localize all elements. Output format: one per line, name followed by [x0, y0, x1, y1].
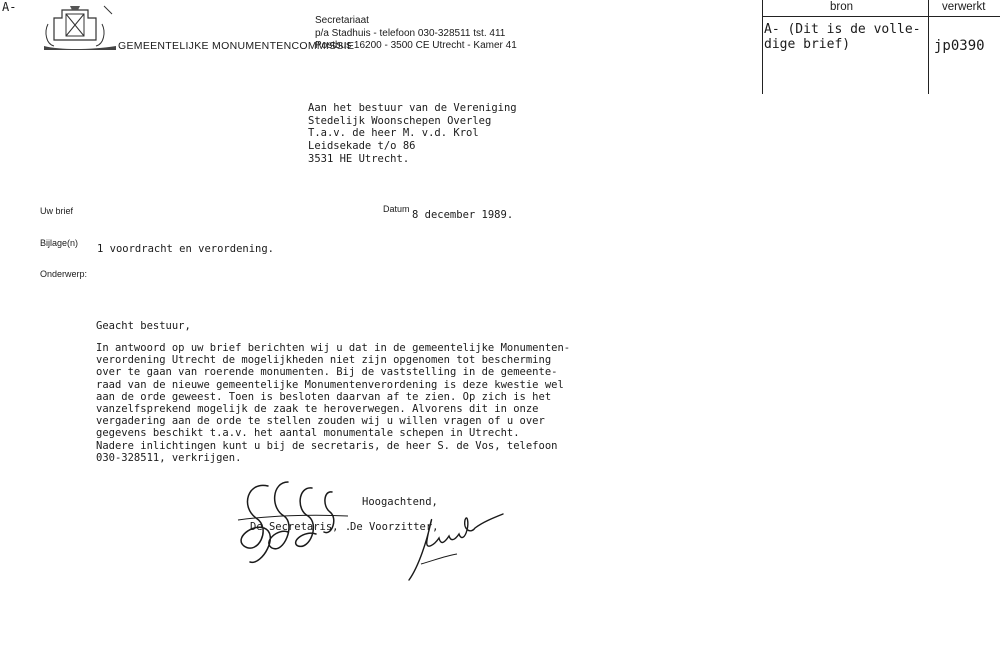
secretariat-line: Postbus 16200 - 3500 CE Utrecht - Kamer 41 — [315, 40, 517, 51]
stamp-border-left — [762, 0, 763, 94]
label-onderwerp: Onderwerp: — [40, 269, 88, 279]
chair-label: De Voorzitter, — [350, 521, 439, 533]
stamp-source-line: A- (Dit is de volle- — [764, 22, 921, 37]
greeting: Geacht bestuur, — [96, 320, 191, 332]
body-line: In antwoord op uw brief berichten wij u dat in de gemeentelijke Monumenten- — [96, 342, 571, 354]
address-line: Leidsekade t/o 86 — [308, 140, 416, 153]
letter-date: 8 december 1989. — [412, 209, 514, 221]
address-line: 3531 HE Utrecht. — [308, 152, 410, 165]
body-line: Nadere inlichtingen kunt u bij de secretaris, de heer S. de Vos, telefoon — [96, 439, 558, 452]
letter-body — [96, 342, 570, 464]
stamp-header-rule — [762, 16, 1000, 17]
attachments-value: 1 voordracht en verordening. — [97, 243, 275, 255]
secretary-signature — [228, 466, 358, 584]
closing: Hoogachtend, — [362, 496, 438, 508]
address-line: T.a.v. de heer M. v.d. Krol — [308, 127, 479, 140]
chair-signature — [405, 500, 505, 585]
body-line: raad van de nieuwe gemeentelijke Monumentenverordening is deze kwestie wel — [96, 378, 564, 391]
body-line: vanzelfsprekend mogelijk de zaak te heroverwegen. Alvorens dit in onze — [96, 403, 539, 416]
body-line: 030-328511, verkrijgen. — [96, 451, 242, 464]
body-line: vergadering aan de orde te stellen zouden wij u willen vragen of u over — [96, 415, 545, 428]
stamp-processed-code: jp0390 — [934, 38, 985, 54]
stamp-source-line: dige brief) — [764, 37, 851, 52]
body-line: gegevens beschikt t.a.v. het aantal monumentale schepen in Utrecht. — [96, 427, 520, 440]
label-uw-brief: Uw brief — [40, 206, 74, 216]
stamp-header-processed: verwerkt — [942, 1, 986, 13]
body-line: over te gaan van roerende monumenten. Bij de vaststelling in de gemeente- — [96, 366, 558, 379]
archive-stamp-table — [762, 0, 1000, 94]
label-bijlagen: Bijlage(n) — [40, 238, 79, 248]
address-line: Stedelijk Woonschepen Overleg — [308, 114, 492, 127]
recipient-address — [308, 102, 517, 166]
address-line: Aan het bestuur van de Vereniging — [308, 102, 517, 114]
secretariat-line: p/a Stadhuis - telefoon 030-328511 tst. 411 — [315, 27, 506, 39]
secretariat-info — [315, 15, 517, 53]
stamp-header-source: bron — [830, 1, 854, 13]
body-line: verordening Utrecht de mogelijkheden niet zijn opgenomen tot bescherming — [96, 354, 552, 367]
label-datum: Datum — [383, 204, 410, 214]
secretary-label: De Secretaris, . — [250, 521, 352, 533]
body-line: aan de orde geweest. Toen is besloten daarvan af te zien. Op zich is het — [96, 390, 552, 403]
commission-name: GEMEENTELIJKE MONUMENTENCOMMISSIE — [118, 40, 355, 52]
corner-mark: A- — [2, 0, 17, 14]
secretariat-line: Secretariaat — [315, 15, 369, 26]
municipal-crest-logo — [40, 4, 120, 52]
stamp-divider — [928, 0, 929, 94]
